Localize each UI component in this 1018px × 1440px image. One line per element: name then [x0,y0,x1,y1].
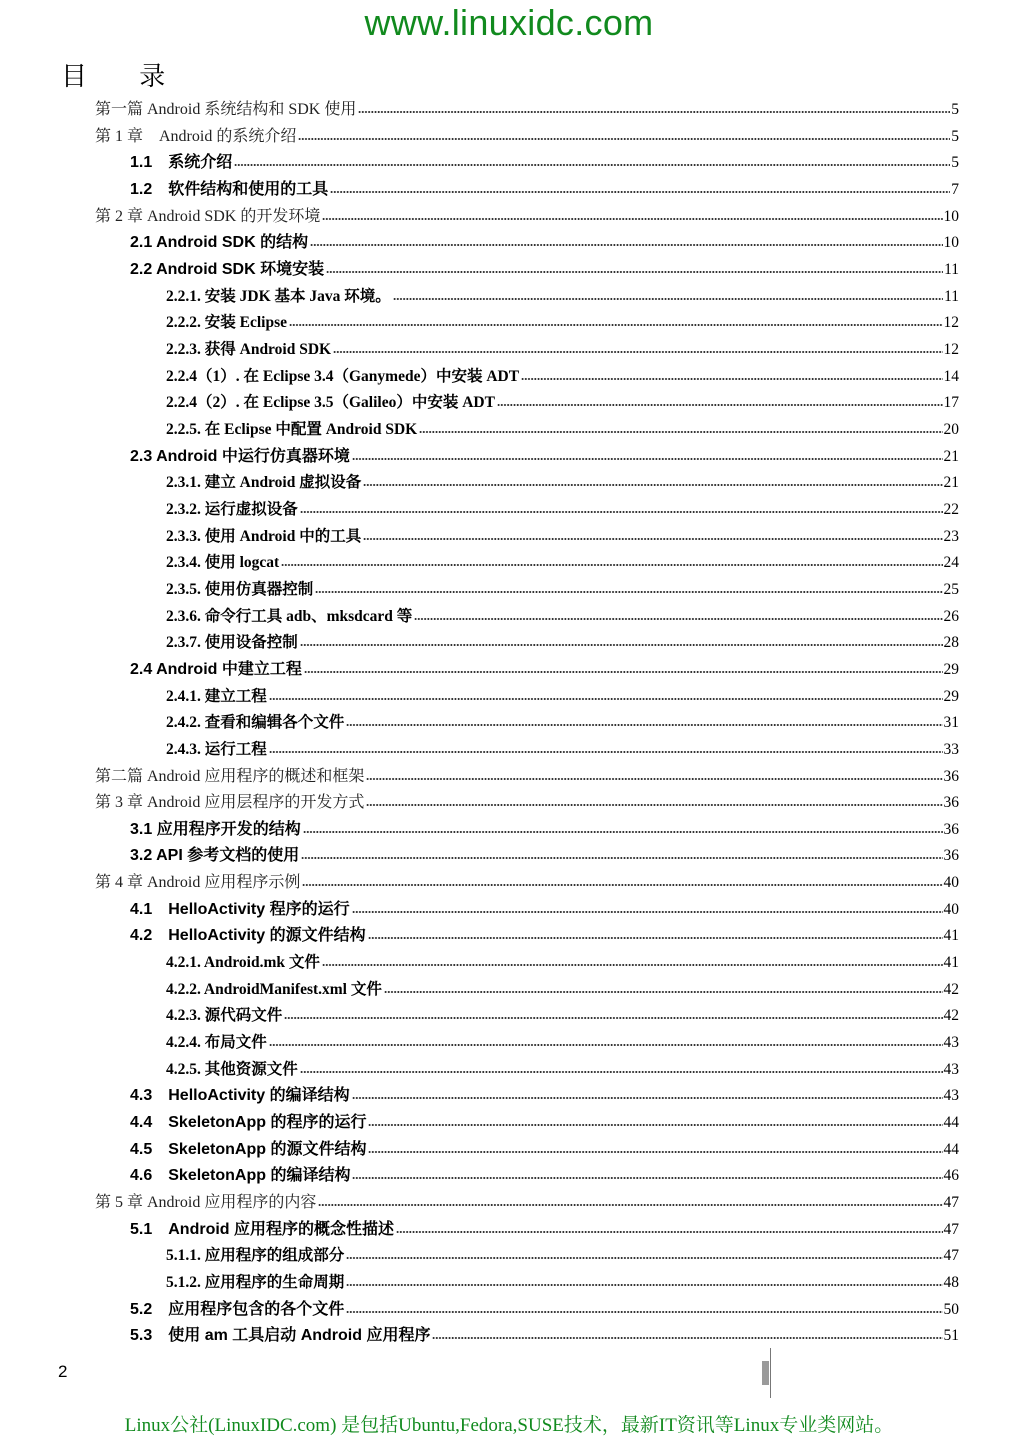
toc-entry-page: 47 [943,1194,959,1212]
toc-leader-dots [269,749,943,755]
toc-entry-page: 22 [943,500,959,518]
toc-leader-dots [302,882,942,888]
toc-entry-title: 2.2.5. 在 Eclipse 中配置 Android SDK [166,420,418,438]
toc-entry-page: 23 [943,527,959,545]
toc-leader-dots [346,1255,942,1261]
toc-entry-title: 4.2.1. Android.mk 文件 [166,954,320,972]
toc-entry-page: 28 [943,634,959,652]
toc-entry-title: 4.2.3. 源代码文件 [166,1007,283,1025]
toc-leader-dots [303,829,943,835]
toc-leader-dots [300,1069,943,1075]
toc-entry[interactable] [95,788,959,814]
toc-entry[interactable] [166,1268,959,1294]
toc-entry-page: 33 [943,740,959,758]
toc-leader-dots [366,802,942,808]
toc-entry-page: 48 [943,1274,959,1292]
toc-leader-dots [419,429,942,435]
toc-leader-dots [396,1229,942,1235]
toc-entry-title: 2.3 Android 中运行仿真器环境 [130,447,350,465]
toc-entry-title: 2.2.3. 获得 Android SDK [166,340,332,358]
toc-entry-page: 5 [951,127,959,145]
toc-entry-title: 2.2.1. 安装 JDK 基本 Java 环境。 [166,287,391,305]
toc-entry-page: 47 [943,1247,959,1265]
toc-entry[interactable] [166,1001,959,1027]
toc-entry-title: 2.4.3. 运行工程 [166,740,267,758]
toc-leader-dots [301,855,942,861]
toc-entry[interactable] [130,1295,959,1321]
toc-entry-page: 29 [943,687,959,705]
toc-leader-dots [330,189,950,195]
toc-leader-dots [318,1202,942,1208]
toc-entry[interactable] [166,1055,959,1081]
toc-entry-title: 4.2.2. AndroidManifest.xml 文件 [166,980,382,998]
toc-entry-title: 1.2 软件结构和使用的工具 [130,180,329,198]
text-cursor-block [762,1361,769,1385]
toc-entry[interactable] [166,522,959,548]
toc-entry[interactable] [130,1081,959,1107]
toc-leader-dots [269,696,943,702]
toc-entry-title: 2.2.4（2）. 在 Eclipse 3.5（Galileo）中安装 ADT [166,394,495,412]
toc-leader-dots [298,136,950,142]
toc-leader-dots [414,616,942,622]
toc-entry-title: 5.2 应用程序包含的各个文件 [130,1300,345,1318]
toc-entry-page: 41 [943,954,959,972]
toc-entry[interactable] [166,548,959,574]
toc-entry[interactable] [95,1188,959,1214]
toc-entry-title: 2.4.2. 查看和编辑各个文件 [166,714,345,732]
toc-entry[interactable] [166,575,959,601]
toc-entry-title: 2.3.6. 命令行工具 adb、mksdcard 等 [166,607,413,625]
toc-entry[interactable] [130,655,959,681]
toc-leader-dots [304,669,943,675]
toc-entry-title: 第 3 章 Android 应用层程序的开发方式 [95,794,365,812]
toc-entry[interactable] [166,388,959,414]
toc-entry-title: 2.3.3. 使用 Android 中的工具 [166,527,362,545]
toc-leader-dots [393,296,943,302]
toc-entry[interactable] [130,841,959,867]
toc-entry-title: 3.2 API 参考文档的使用 [130,847,300,865]
toc-entry-page: 12 [943,314,959,332]
toc-entry-page: 5 [951,101,959,118]
toc-entry-title: 第二篇 Android 应用程序的概述和框架 [95,767,365,785]
toc-entry-page: 10 [943,207,959,225]
toc-entry[interactable] [130,1215,959,1241]
toc-leader-dots [366,776,942,782]
toc-entry[interactable] [166,1241,959,1267]
toc-entry[interactable] [130,815,959,841]
toc-leader-dots [322,962,943,968]
toc-entry-page: 10 [943,234,959,252]
toc-entry-title: 4.6 SkeletonApp 的编译结构 [130,1167,351,1185]
toc-entry[interactable] [95,868,959,894]
toc-entry-title: 2.1 Android SDK 的结构 [130,234,309,252]
toc-entry[interactable] [130,921,959,947]
toc-leader-dots [289,322,943,328]
toc-entry-page: 44 [943,1140,959,1158]
toc-entry[interactable] [130,228,959,254]
toc-entry-title: 2.3.5. 使用仿真器控制 [166,580,314,598]
toc-entry-title: 2.4.1. 建立工程 [166,687,267,705]
toc-entry[interactable] [166,308,959,334]
toc-entry-title: 第一篇 Android 系统结构和 SDK 使用 [95,101,357,118]
toc-entry-page: 40 [943,874,959,892]
toc-entry-title: 4.5 SkeletonApp 的源文件结构 [130,1140,367,1158]
toc-entry[interactable] [95,122,959,148]
toc-leader-dots [269,1042,943,1048]
toc-entry[interactable] [130,148,959,174]
toc-leader-dots [352,1175,942,1181]
toc-entry[interactable] [130,1135,959,1161]
toc-entry[interactable] [166,735,959,761]
toc-heading: 目 录 [61,62,188,92]
toc-leader-dots [346,1309,942,1315]
toc-entry-title: 2.4 Android 中建立工程 [130,660,302,678]
toc-entry[interactable] [166,468,959,494]
toc-leader-dots [352,909,943,915]
toc-entry-title: 5.1.2. 应用程序的生命周期 [166,1274,345,1292]
toc-entry-page: 51 [943,1327,959,1345]
toc-leader-dots [363,536,942,542]
toc-entry-page: 44 [943,1114,959,1132]
toc-entry[interactable] [166,602,959,628]
toc-entry-title: 第 2 章 Android SDK 的开发环境 [95,207,321,225]
toc-entry-title: 5.1 Android 应用程序的概念性描述 [130,1220,395,1238]
toc-entry-page: 14 [943,367,959,385]
toc-entry[interactable] [166,948,959,974]
toc-leader-dots [322,216,942,222]
toc-entry[interactable] [166,495,959,521]
toc-entry[interactable] [130,175,959,201]
toc-leader-dots [384,989,943,995]
toc-entry[interactable] [130,255,959,281]
toc-leader-dots [300,642,943,648]
toc-entry-title: 4.2.4. 布局文件 [166,1034,267,1052]
toc-leader-dots [363,482,942,488]
toc-leader-dots [368,1149,942,1155]
toc-leader-dots [346,1282,942,1288]
toc-entry[interactable] [130,895,959,921]
toc-entry-page: 21 [943,474,959,492]
toc-entry-title: 5.1.1. 应用程序的组成部分 [166,1247,345,1265]
toc-entry[interactable] [166,335,959,361]
footer-site-description: Linux公社(LinuxIDC.com) 是包括Ubuntu,Fedora,SUSE技术，最新IT资讯等Linux专业类网站。 [124,1415,894,1436]
toc-leader-dots [346,722,942,728]
toc-entry-page: 36 [943,767,959,785]
text-cursor-line [770,1348,771,1398]
toc-entry[interactable] [166,415,959,441]
toc-leader-dots [315,589,942,595]
toc-entry[interactable] [166,628,959,654]
toc-entry-title: 第 5 章 Android 应用程序的内容 [95,1194,317,1212]
toc-leader-dots [333,349,942,355]
toc-entry-page: 24 [943,554,959,572]
toc-leader-dots [368,935,943,941]
toc-entry-title: 第 4 章 Android 应用程序示例 [95,874,301,892]
toc-leader-dots [281,562,942,568]
toc-entry[interactable] [130,442,959,468]
toc-entry[interactable] [130,1108,959,1134]
toc-leader-dots [358,109,950,115]
toc-entry-page: 17 [943,394,959,412]
toc-entry-title: 1.1 系统介绍 [130,154,233,172]
toc-entry-page: 47 [943,1220,959,1238]
toc-entry[interactable] [95,762,959,788]
toc-entry-title: 2.3.1. 建立 Android 虚拟设备 [166,474,362,492]
toc-entry-title: 第 1 章 Android 的系统介绍 [95,127,297,145]
toc-entry[interactable] [95,95,959,121]
toc-entry[interactable] [166,682,959,708]
toc-leader-dots [284,1015,942,1021]
toc-entry-title: 4.1 HelloActivity 程序的运行 [130,900,350,918]
toc-entry-page: 31 [943,714,959,732]
toc-entry-page: 29 [943,660,959,678]
toc-entry-page: 41 [943,927,959,945]
toc-entry-title: 4.3 HelloActivity 的编译结构 [130,1087,350,1105]
toc-entry[interactable] [130,1321,959,1347]
toc-entry-page: 50 [943,1300,959,1318]
toc-leader-dots [432,1335,942,1341]
toc-entry-title: 4.2.5. 其他资源文件 [166,1060,298,1078]
toc-entry-page: 43 [943,1060,959,1078]
toc-leader-dots [326,269,943,275]
toc-entry[interactable] [166,708,959,734]
toc-entry-page: 36 [943,820,959,838]
toc-entry-page: 40 [943,900,959,918]
toc-entry-page: 12 [943,340,959,358]
toc-leader-dots [521,376,942,382]
toc-entry-page: 26 [943,607,959,625]
toc-entry-page: 42 [943,1007,959,1025]
toc-leader-dots [310,242,942,248]
toc-entry-title: 2.2.4（1）. 在 Eclipse 3.4（Ganymede）中安装 ADT [166,367,520,385]
toc-entry[interactable] [95,202,959,228]
toc-entry-title: 2.3.4. 使用 logcat [166,554,280,572]
page-number: 2 [58,1362,68,1381]
toc-entry-page: 11 [944,287,959,305]
toc-leader-dots [300,509,943,515]
toc-entry-page: 36 [943,794,959,812]
toc-entry-title: 2.2 Android SDK 环境安装 [130,260,325,278]
toc-entry[interactable] [166,975,959,1001]
toc-leader-dots [497,402,943,408]
toc-entry[interactable] [166,362,959,388]
toc-entry-page: 42 [943,980,959,998]
toc-entry-title: 5.3 使用 am 工具启动 Android 应用程序 [130,1327,431,1345]
toc-entry-page: 43 [943,1087,959,1105]
toc-entry[interactable] [166,282,959,308]
toc-entry-page: 43 [943,1034,959,1052]
toc-entry-page: 36 [943,847,959,865]
toc-entry-page: 5 [951,154,959,172]
toc-entry-page: 20 [943,420,959,438]
toc-entry-title: 4.2 HelloActivity 的源文件结构 [130,927,366,945]
toc-entry-page: 21 [943,447,959,465]
toc-entry-title: 2.2.2. 安装 Eclipse [166,314,287,332]
toc-entry-page: 25 [943,580,959,598]
toc-entry-title: 4.4 SkeletonApp 的程序的运行 [130,1114,367,1132]
toc-entry-title: 2.3.7. 使用设备控制 [166,634,298,652]
toc-leader-dots [352,1095,943,1101]
toc-entry-page: 11 [944,260,959,278]
toc-entry-page: 7 [951,180,959,198]
toc-entry-page: 46 [943,1167,959,1185]
toc-entry[interactable] [130,1161,959,1187]
toc-leader-dots [234,162,950,168]
toc-leader-dots [368,1122,942,1128]
toc-entry[interactable] [166,1028,959,1054]
toc-leader-dots [352,456,943,462]
toc-entry-title: 2.3.2. 运行虚拟设备 [166,500,298,518]
toc-entry-title: 3.1 应用程序开发的结构 [130,820,301,838]
site-url-header[interactable]: www.linuxidc.com [364,2,654,43]
